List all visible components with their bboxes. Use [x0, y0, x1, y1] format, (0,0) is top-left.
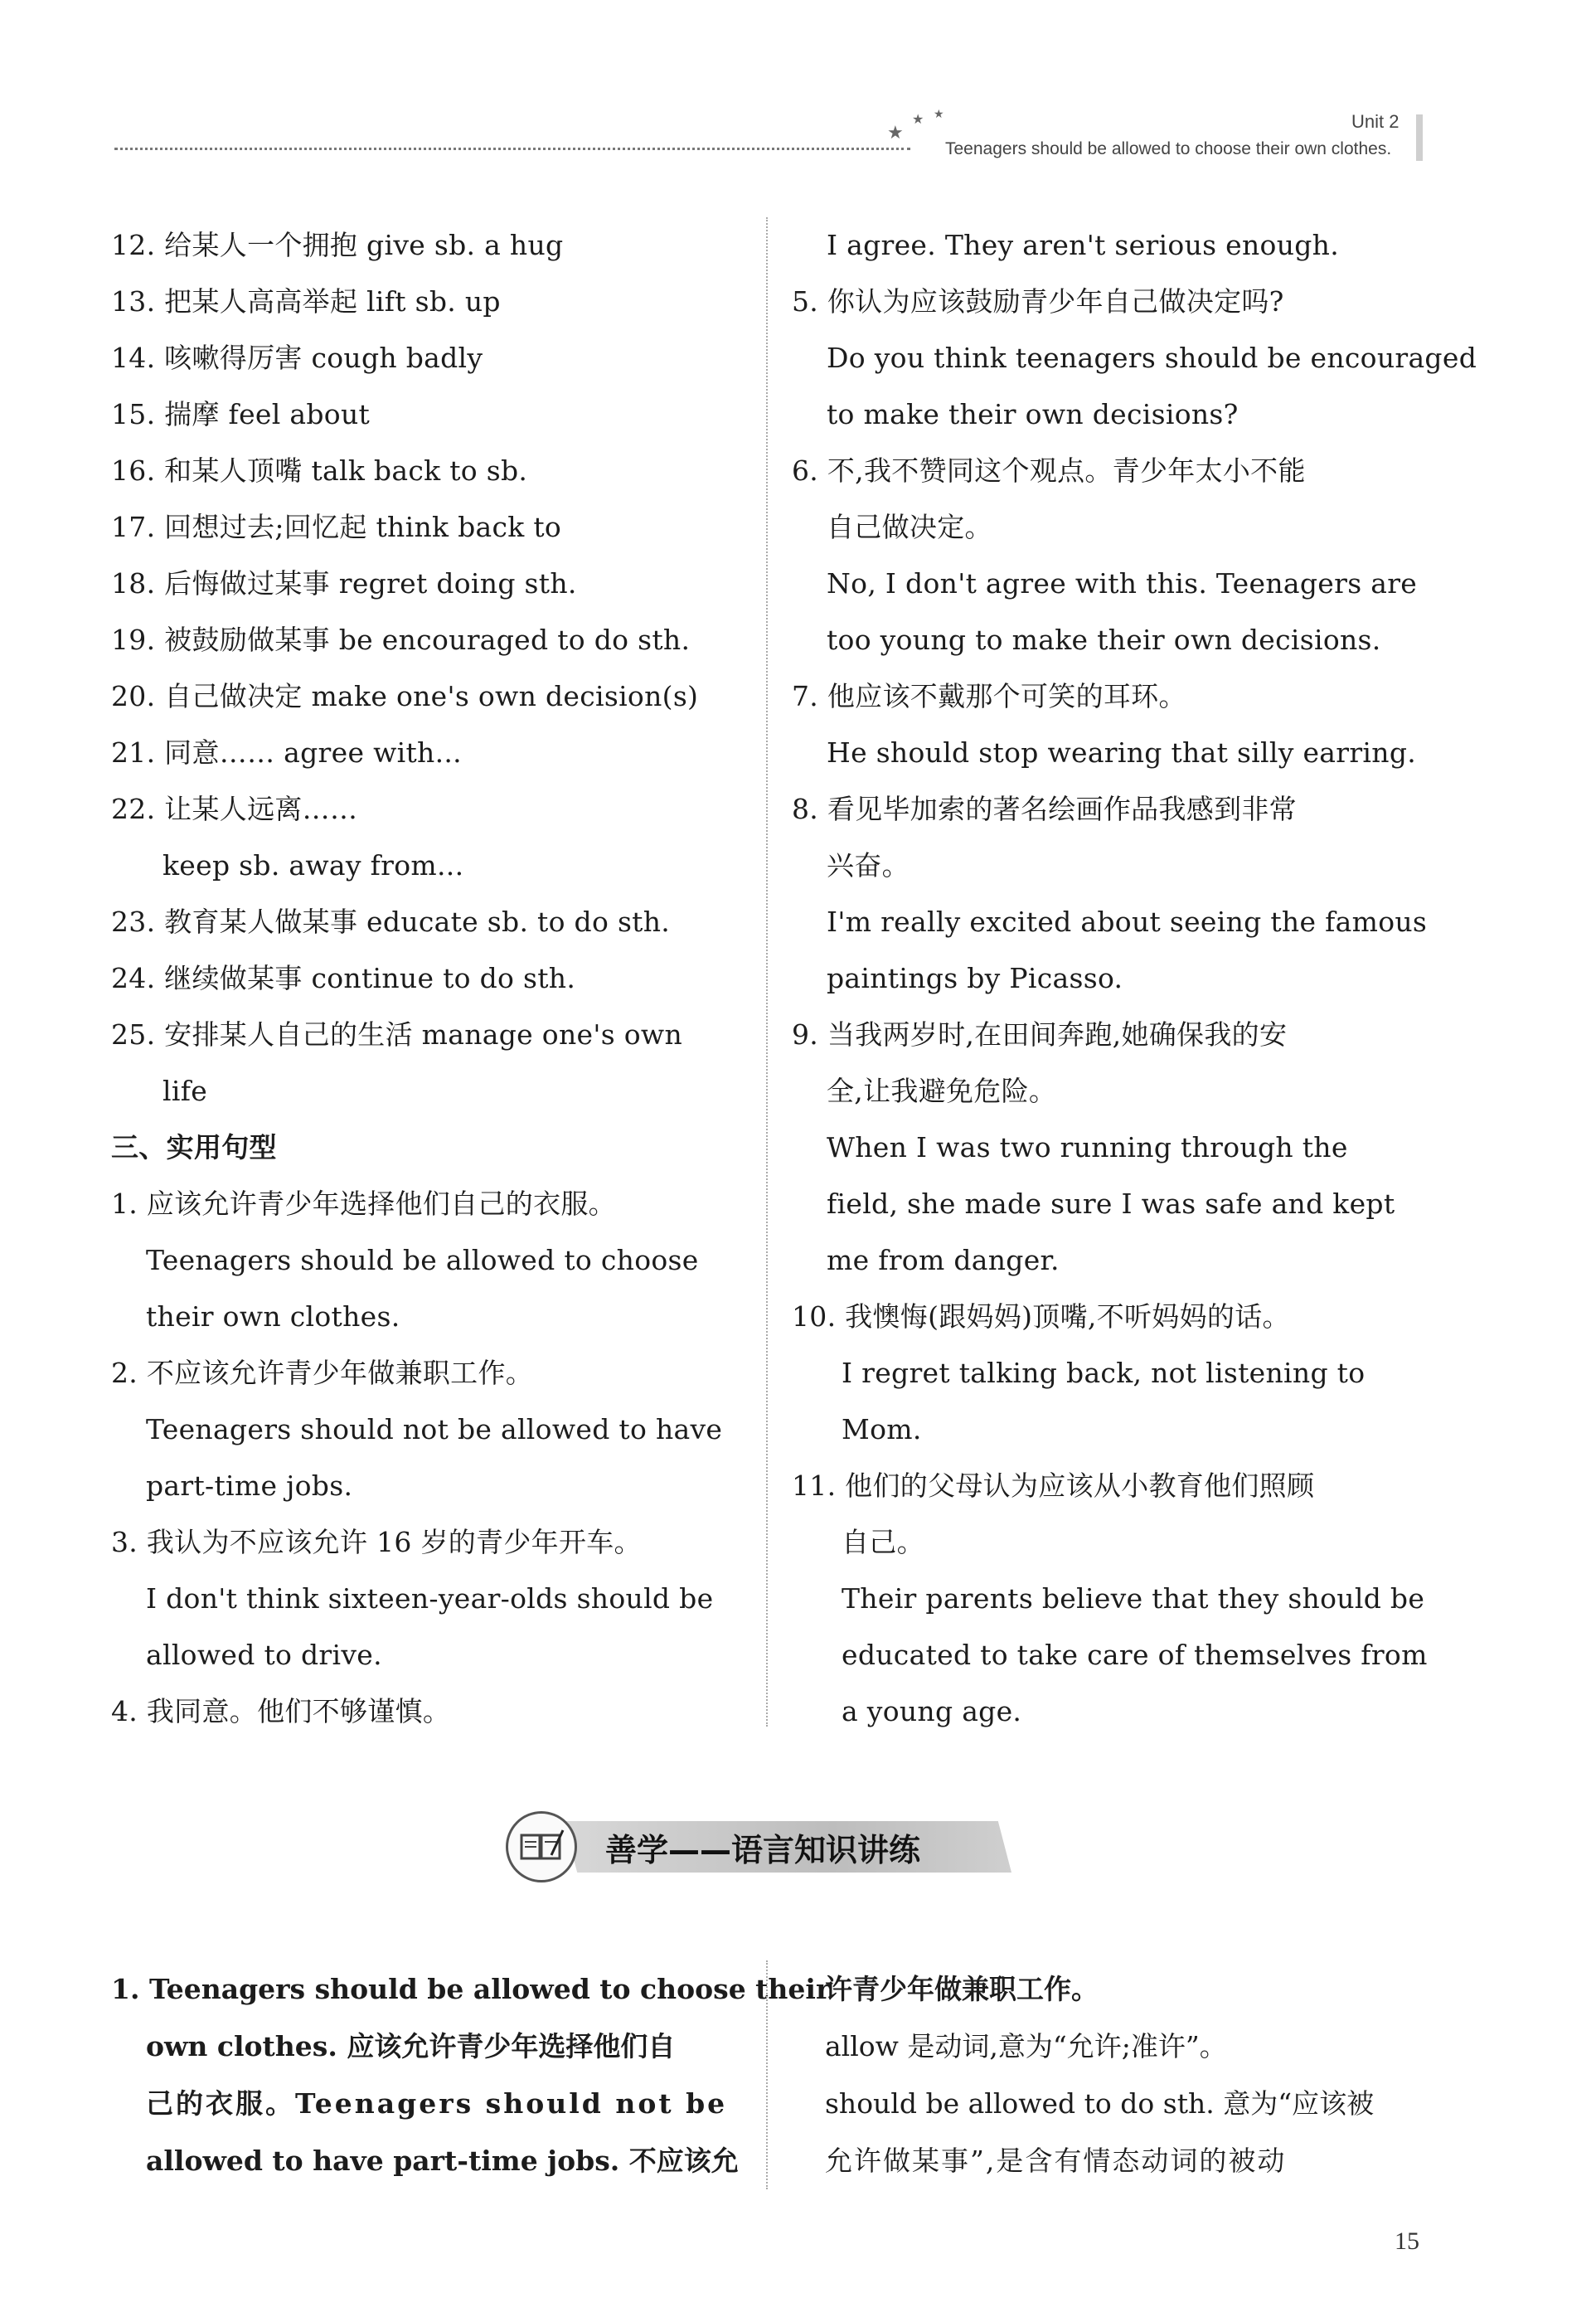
phrase-item-continued: life [163, 1075, 208, 1107]
explanation-line: own clothes. 应该允许青少年选择他们自 [146, 2030, 676, 2062]
sentence-english: Teenagers should be allowed to choose [146, 1244, 699, 1276]
phrase-item: 19. 被鼓励做某事 be encouraged to do sth. [111, 624, 691, 656]
phrase-item: 12. 给某人一个拥抱 give sb. a hug [111, 229, 564, 261]
phrase-item: 22. 让某人远离…… [111, 793, 358, 825]
explanation-line: allowed to have part-time jobs. 不应该允 [146, 2145, 739, 2177]
explanation-line: 己的衣服。Teenagers should not be [146, 2087, 728, 2120]
explanation-line: should be allowed to do sth. 意为“应该被 [825, 2087, 1375, 2120]
sentence-chinese-continued: 自己。 [842, 1526, 924, 1558]
sentence-chinese: 9. 当我两岁时,在田间奔跑,她确保我的安 [792, 1018, 1288, 1051]
phrase-item: 16. 和某人顶嘴 talk back to sb. [111, 454, 528, 487]
sentence-english: He should stop wearing that silly earring. [827, 736, 1417, 769]
sentence-english: me from danger. [827, 1244, 1060, 1276]
sentence-chinese: 1. 应该允许青少年选择他们自己的衣服。 [111, 1188, 616, 1220]
section-banner [506, 1806, 1011, 1889]
sentence-chinese: 10. 我懊悔(跟妈妈)顶嘴,不听妈妈的话。 [792, 1300, 1290, 1333]
phrase-item: 21. 同意…… agree with... [111, 736, 462, 769]
sentence-chinese: 8. 看见毕加索的著名绘画作品我感到非常 [792, 793, 1297, 825]
phrase-item: 17. 回想过去;回忆起 think back to [111, 511, 562, 543]
explanation-line: 1. Teenagers should be allowed to choose their [111, 1973, 831, 2005]
sentence-english: a young age. [842, 1695, 1022, 1727]
phrase-item: 23. 教育某人做某事 educate sb. to do sth. [111, 906, 671, 938]
phrase-item: 15. 揣摩 feel about [111, 398, 371, 430]
sentence-chinese: 3. 我认为不应该允许 16 岁的青少年开车。 [111, 1526, 642, 1558]
sentence-english: to make their own decisions? [827, 398, 1239, 430]
sentence-chinese: 6. 不,我不赞同这个观点。青少年太小不能 [792, 454, 1306, 487]
sentence-english: Teenagers should not be allowed to have [146, 1413, 723, 1445]
phrase-item: 14. 咳嗽得厉害 cough badly [111, 342, 483, 374]
sentence-english: too young to make their own decisions. [827, 624, 1381, 656]
header-side-bar [1416, 114, 1423, 161]
book-pen-icon [506, 1811, 577, 1882]
phrase-item: 24. 继续做某事 continue to do sth. [111, 962, 576, 994]
phrase-item: 25. 安排某人自己的生活 manage one's own [111, 1018, 683, 1051]
explanation-line: allow 是动词,意为“允许;准许”。 [825, 2030, 1227, 2062]
explanation-line: 允许做某事”,是含有情态动词的被动 [825, 2145, 1287, 2177]
column-divider [766, 217, 768, 1727]
sentence-english: I'm really excited about seeing the famous [827, 906, 1428, 938]
sentence-english: Do you think teenagers should be encouraged [827, 342, 1477, 374]
sentence-chinese: 7. 他应该不戴那个可笑的耳环。 [792, 680, 1186, 712]
phrase-item: 18. 后悔做过某事 regret doing sth. [111, 567, 577, 600]
sentence-english: field, she made sure I was safe and kept [827, 1188, 1395, 1220]
explanation-right [825, 1960, 1438, 2189]
sentence-english: part-time jobs. [146, 1469, 353, 1502]
unit-subtitle: Teenagers should be allowed to choose their own clothes. [945, 139, 1392, 158]
sentence-english: Mom. [842, 1413, 922, 1445]
sentence-english: educated to take care of themselves from [842, 1639, 1428, 1671]
sentence-chinese: 4. 我同意。他们不够谨慎。 [111, 1695, 451, 1727]
explanation-line: 许青少年做兼职工作。 [825, 1973, 1099, 2005]
sentence-english: Their parents believe that they should be [842, 1582, 1425, 1615]
header-stars-icon: ★ ★ ★ [887, 108, 944, 143]
section-heading: 三、实用句型 [111, 1131, 277, 1163]
sentence-chinese-continued: 自己做决定。 [827, 511, 992, 543]
header-dotted-line [114, 148, 910, 150]
sentence-english: No, I don't agree with this. Teenagers are [827, 567, 1418, 600]
unit-label: Unit 2 [1351, 111, 1400, 132]
phrase-item: 20. 自己做决定 make one's own decision(s) [111, 680, 699, 712]
sentence-chinese: 11. 他们的父母认为应该从小教育他们照顾 [792, 1469, 1315, 1502]
banner-title: 善学——语言知识讲练 [605, 1832, 921, 1868]
sentence-english: I don't think sixteen-year-olds should be [146, 1582, 714, 1615]
sentence-chinese-continued: 兴奋。 [827, 849, 910, 882]
sentence-english: allowed to drive. [146, 1639, 382, 1671]
bottom-column-divider [766, 1960, 768, 2189]
right-column [792, 217, 1477, 1740]
page-number: 15 [1395, 2227, 1419, 2255]
sentence-english: their own clothes. [146, 1300, 400, 1333]
sentence-english: I regret talking back, not listening to [842, 1357, 1366, 1389]
left-column [111, 217, 758, 1740]
sentence-english: When I was two running through the [827, 1131, 1348, 1163]
sentence-chinese: 2. 不应该允许青少年做兼职工作。 [111, 1357, 534, 1389]
phrase-item-continued: keep sb. away from... [163, 849, 464, 882]
explanation-left [111, 1960, 831, 2189]
sentence-english: I agree. They aren't serious enough. [827, 229, 1340, 261]
sentence-english: paintings by Picasso. [827, 962, 1123, 994]
sentence-chinese-continued: 全,让我避免危险。 [827, 1075, 1057, 1107]
phrase-item: 13. 把某人高高举起 lift sb. up [111, 285, 501, 318]
sentence-chinese: 5. 你认为应该鼓励青少年自己做决定吗? [792, 285, 1284, 318]
